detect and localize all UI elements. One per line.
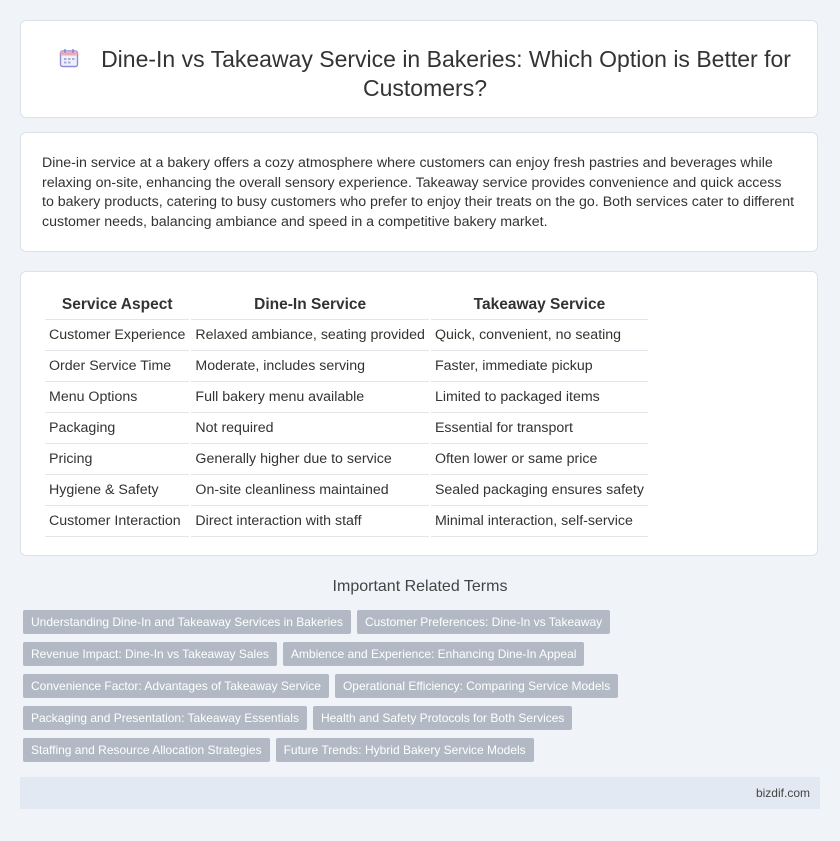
table-cell: Limited to packaged items — [431, 382, 648, 413]
table-cell: Order Service Time — [45, 351, 189, 382]
table-cell: Minimal interaction, self-service — [431, 506, 648, 537]
table-header-row — [45, 290, 648, 320]
related-term-tag[interactable]: Staffing and Resource Allocation Strategies — [23, 738, 270, 762]
table-row — [45, 506, 648, 537]
page-title-wrap — [45, 45, 805, 103]
related-terms-title: Important Related Terms — [332, 578, 508, 595]
related-term-tag[interactable]: Understanding Dine-In and Takeaway Services in Bakeries — [23, 610, 351, 634]
table-cell: Generally higher due to service — [191, 444, 429, 475]
related-terms-tags — [23, 610, 813, 770]
table-cell: Sealed packaging ensures safety — [431, 475, 648, 506]
table-cell: Quick, convenient, no seating — [431, 320, 648, 351]
table-row — [45, 475, 648, 506]
column-header: Takeaway Service — [431, 290, 648, 320]
tag-row — [23, 738, 813, 762]
table-cell: Customer Interaction — [45, 506, 189, 537]
table-cell: Customer Experience — [45, 320, 189, 351]
comparison-table — [43, 290, 650, 537]
table-cell: Faster, immediate pickup — [431, 351, 648, 382]
calendar-icon — [59, 48, 79, 68]
tag-row — [23, 610, 813, 634]
table-cell: Menu Options — [45, 382, 189, 413]
table-cell: On-site cleanliness maintained — [191, 475, 429, 506]
tag-row — [23, 674, 813, 698]
title-card — [20, 20, 818, 118]
column-header: Service Aspect — [45, 290, 189, 320]
table-cell: Relaxed ambiance, seating provided — [191, 320, 429, 351]
intro-card — [20, 132, 818, 252]
table-row — [45, 320, 648, 351]
related-term-tag[interactable]: Convenience Factor: Advantages of Takeaway Service — [23, 674, 329, 698]
related-term-tag[interactable]: Packaging and Presentation: Takeaway Essentials — [23, 706, 307, 730]
tag-row — [23, 706, 813, 730]
footer-site-link[interactable]: bizdif.com — [755, 786, 810, 800]
related-term-tag[interactable]: Operational Efficiency: Comparing Service Models — [335, 674, 618, 698]
column-header: Dine-In Service — [191, 290, 429, 320]
table-row — [45, 351, 648, 382]
comparison-card — [20, 271, 818, 556]
table-cell: Not required — [191, 413, 429, 444]
table-cell: Full bakery menu available — [191, 382, 429, 413]
table-cell: Moderate, includes serving — [191, 351, 429, 382]
table-cell: Often lower or same price — [431, 444, 648, 475]
footer — [20, 777, 820, 809]
table-cell: Essential for transport — [431, 413, 648, 444]
table-row — [45, 382, 648, 413]
table-cell: Packaging — [45, 413, 189, 444]
table-cell: Direct interaction with staff — [191, 506, 429, 537]
table-row — [45, 444, 648, 475]
page-title: Dine-In vs Takeaway Service in Bakeries: Which Option is Better for Customers? — [101, 46, 791, 101]
related-term-tag[interactable]: Revenue Impact: Dine-In vs Takeaway Sales — [23, 642, 277, 666]
related-term-tag[interactable]: Future Trends: Hybrid Bakery Service Models — [276, 738, 534, 762]
related-term-tag[interactable]: Health and Safety Protocols for Both Services — [313, 706, 572, 730]
related-term-tag[interactable]: Customer Preferences: Dine-In vs Takeaway — [357, 610, 610, 634]
tag-row — [23, 642, 813, 666]
intro-paragraph: Dine-in service at a bakery offers a cozy atmosphere where customers can enjoy fresh pastries and beverages while relaxing on-site, enhancing the overall sensory experience. Takeaway service provides convenience and quick access to bakery products, catering to busy customers who prefer to enjoy their treats on the go. Both services cater to different customer needs, balancing ambiance and speed in a competitive bakery market. — [42, 155, 795, 230]
table-cell: Pricing — [45, 444, 189, 475]
related-term-tag[interactable]: Ambience and Experience: Enhancing Dine-In Appeal — [283, 642, 585, 666]
table-cell: Hygiene & Safety — [45, 475, 189, 506]
table-row — [45, 413, 648, 444]
